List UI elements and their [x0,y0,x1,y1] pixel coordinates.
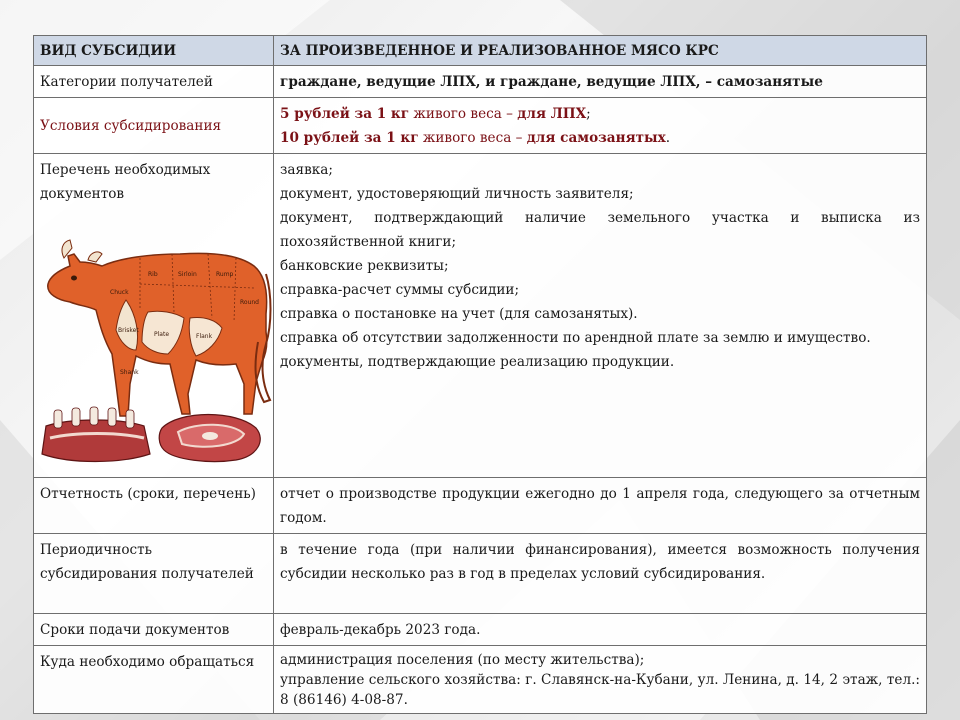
cow-label-plate: Plate [154,331,170,338]
cow-label-flank: Flank [196,333,213,340]
document-item: справка об отсутствии задолженности по арендной плате за землю и имущество. [280,330,871,346]
document-item: справка-расчет суммы субсидии; [280,282,520,298]
condition-selfemployed-middle: живого веса – [418,130,527,146]
deadline-value: февраль-декабрь 2023 года. [274,614,927,646]
header-subsidy-name: ЗА ПРОИЗВЕДЕННОЕ И РЕАЛИЗОВАННОЕ МЯСО КРС [274,36,927,66]
beef-cuts-illustration [40,214,272,474]
condition-selfemployed-target: для самозанятых [526,130,666,146]
documents-label: Перечень необходимых документов [40,162,211,202]
document-item: документ, подтверждающий наличие земельного участка и выписка из похозяйственной книги; [280,210,920,250]
meat-steak-icon [159,415,260,462]
condition-lph-target: для ЛПХ [517,106,587,122]
contacts-value [274,646,927,714]
conditions-label: Условия субсидирования [34,98,274,154]
row-deadline [34,614,927,646]
cow-label-sirloin: Sirloin [178,271,197,278]
row-documents [34,154,927,478]
condition-lph [280,102,920,126]
row-conditions [34,98,927,154]
condition-selfemployed-end: . [665,130,671,146]
document-item: справка о постановке на учет (для самозанятых). [280,306,638,322]
frequency-label: Периодичность субсидирования получателей [34,534,274,614]
header-subsidy-type: ВИД СУБСИДИИ [34,36,274,66]
condition-selfemployed-amount: 10 рублей за 1 кг [280,130,419,146]
cow-icon [48,240,271,416]
contacts-line: администрация поселения (по месту жительства); [280,652,645,668]
row-recipients [34,66,927,98]
document-item: документы, подтверждающие реализацию продукции. [280,354,675,370]
cow-label-round: Round [240,299,259,306]
document-item: документ, удостоверяющий личность заявителя; [280,186,634,202]
deadline-label: Сроки подачи документов [34,614,274,646]
row-frequency [34,534,927,614]
cow-label-shank: Shank [120,369,139,376]
condition-lph-end: ; [586,106,591,122]
condition-lph-amount: 5 рублей за 1 кг [280,106,410,122]
conditions-value [274,98,927,154]
cow-label-rump: Rump [216,271,234,278]
contacts-line: управление сельского хозяйства: г. Славянск-на-Кубани, ул. Ленина, д. 14, 2 этаж, тел.: 8 (86146) 4-08-87. [280,672,920,708]
subsidy-table [33,35,927,714]
cow-label-rib: Rib [148,271,158,278]
frequency-value: в течение года (при наличии финансирования), имеется возможность получения субсидии несколько раз в год в пределах условий субсидирования. [274,534,927,614]
recipients-label: Категории получателей [34,66,274,98]
documents-label-cell [34,154,274,478]
recipients-value: граждане, ведущие ЛПХ, и граждане, ведущие ЛПХ, – самозанятые [274,66,927,98]
row-contacts [34,646,927,714]
document-item: заявка; [280,162,333,178]
cow-label-brisket: Brisket [118,327,139,334]
document-item: банковские реквизиты; [280,258,449,274]
row-reporting [34,478,927,534]
table-header-row [34,36,927,66]
contacts-label: Куда необходимо обращаться [34,646,274,714]
cow-label-chuck: Chuck [110,289,129,296]
documents-list [274,154,927,478]
reporting-value: отчет о производстве продукции ежегодно до 1 апреля года, следующего за отчетным годом. [274,478,927,534]
condition-lph-middle: живого веса – [409,106,518,122]
rack-of-ribs-icon [42,407,150,462]
reporting-label: Отчетность (сроки, перечень) [34,478,274,534]
condition-selfemployed [280,126,920,150]
